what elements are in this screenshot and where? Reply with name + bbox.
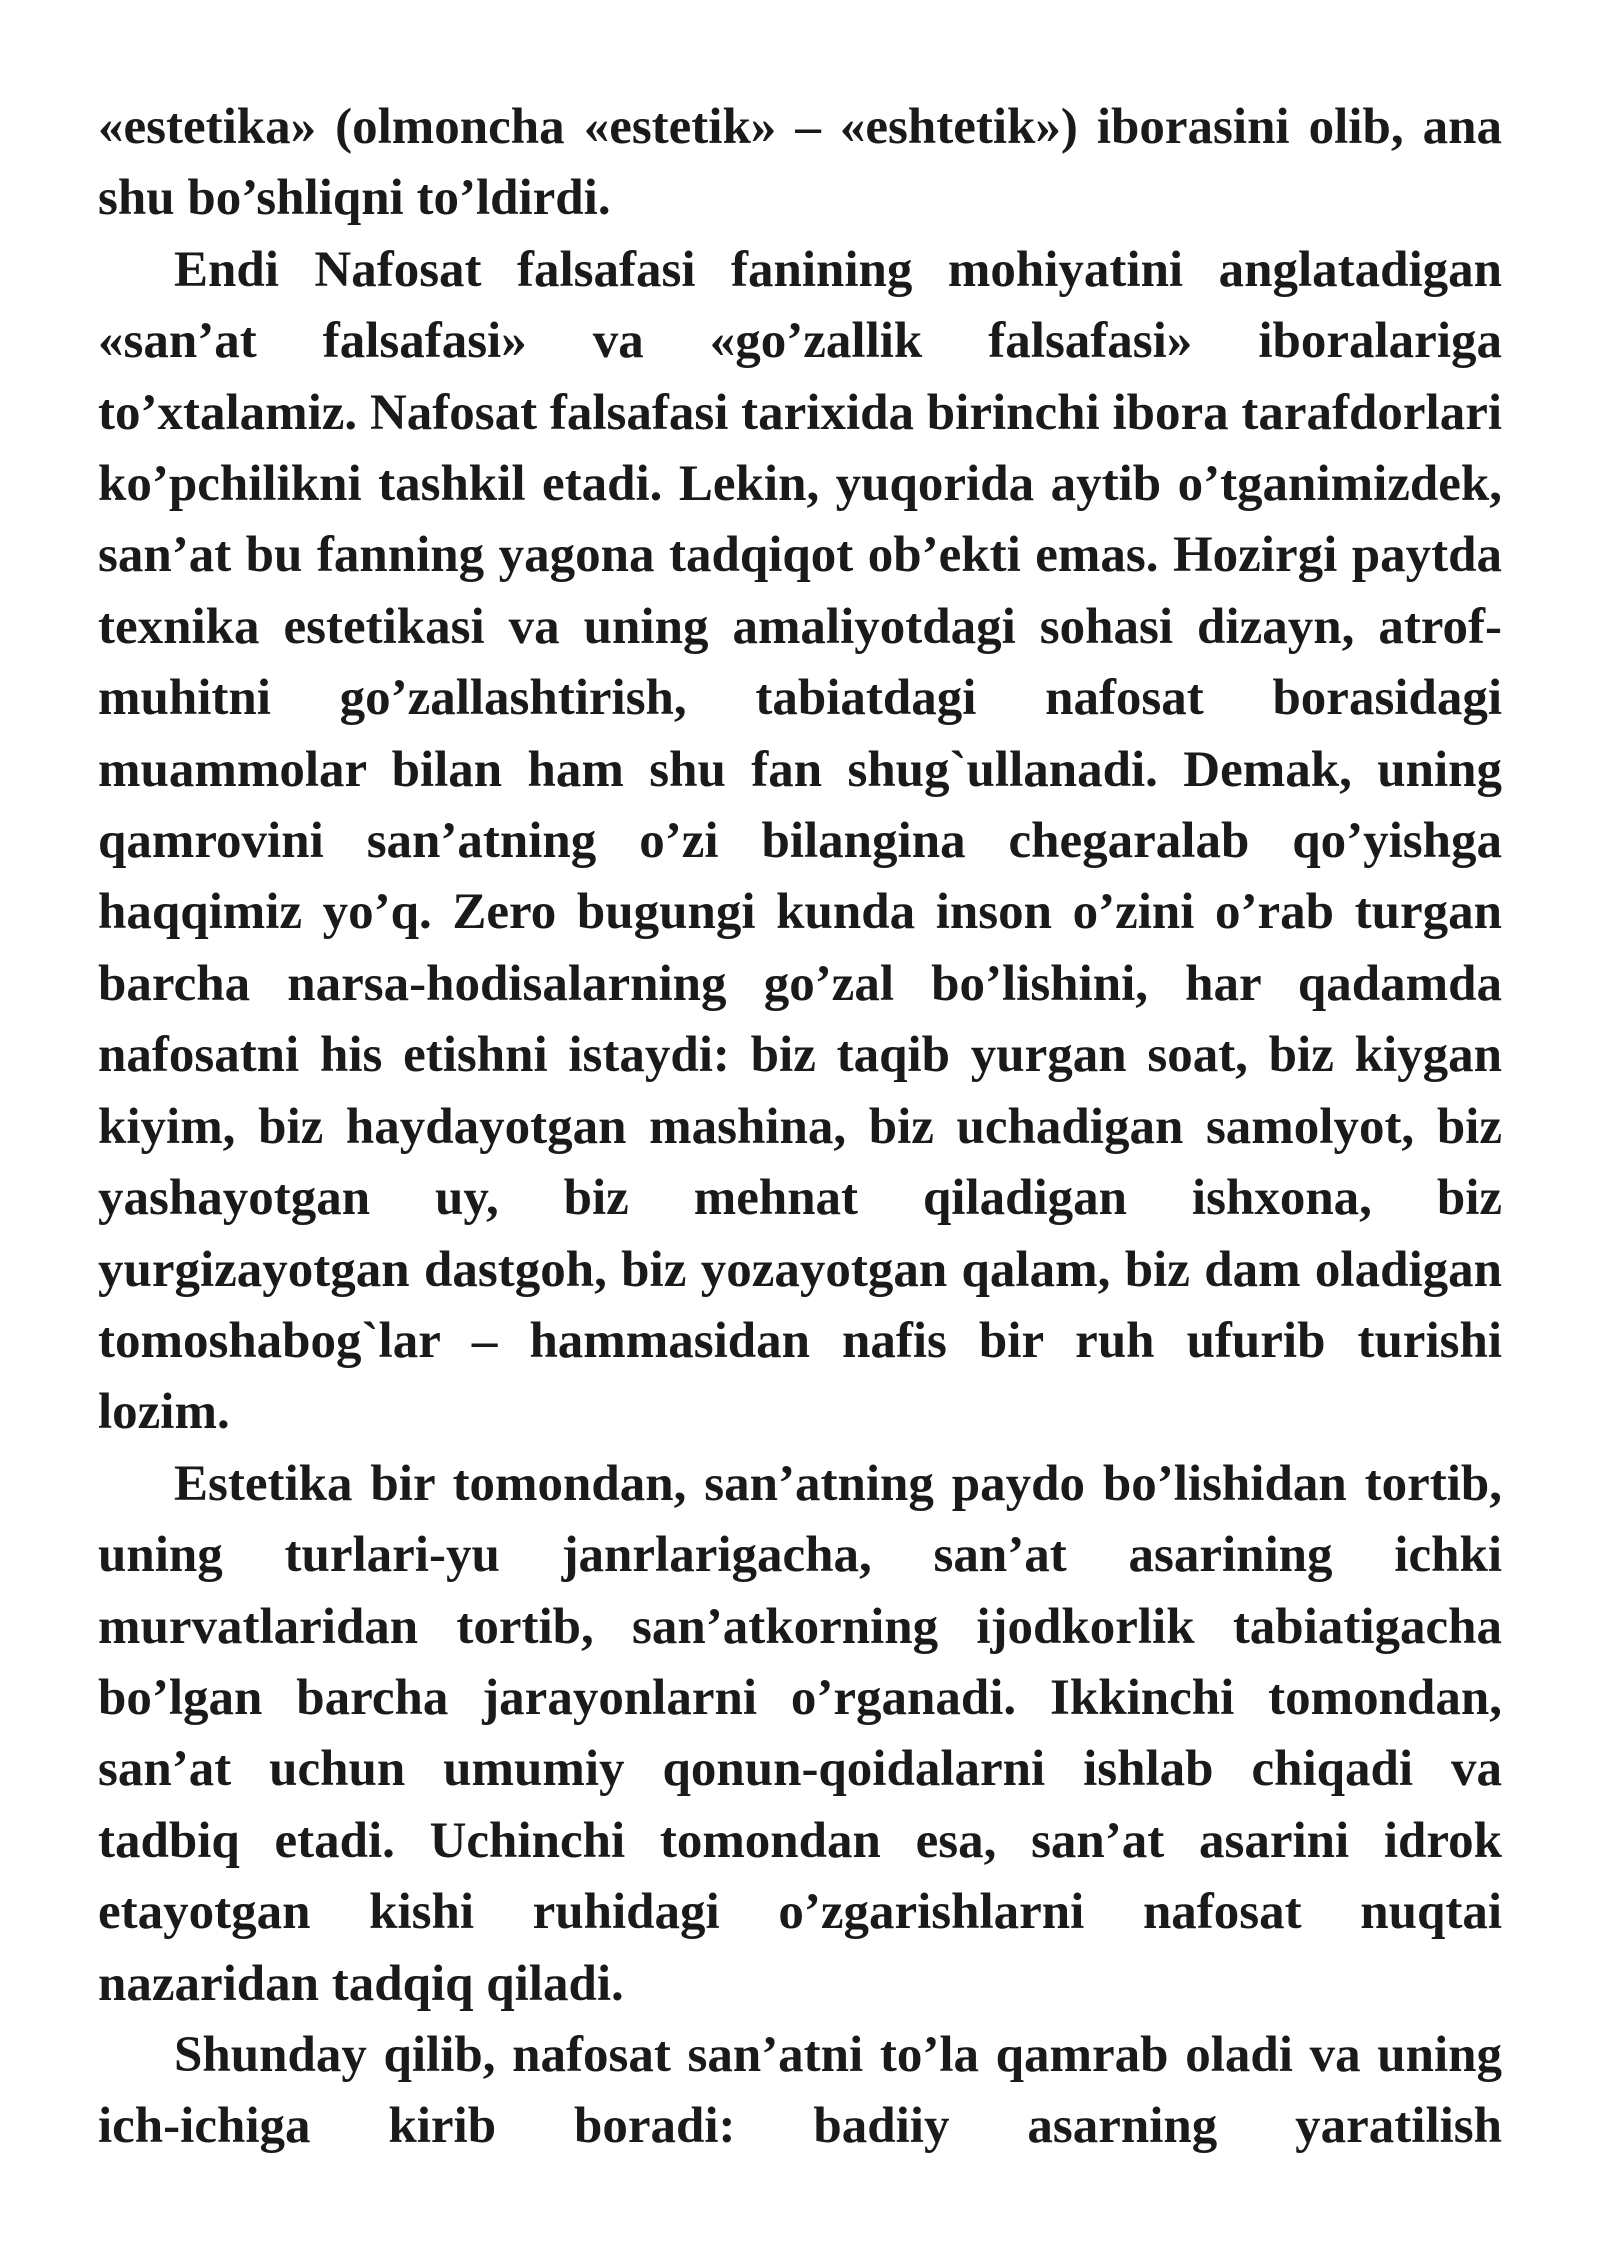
paragraph-conclusion: Shunday qilib, nafosat san’atni to’la qamrab oladi va uning ich-ichiga kirib boradi: badiiy asarning yaratilish	[98, 2026, 1502, 2155]
paragraph-continuation: «estetika» (olmoncha «estetik» – «eshtetik») iborasini olib, ana shu bo’shliqni to’ldirdi.	[98, 99, 1502, 227]
paragraph-aesthetics-functions: Estetika bir tomondan, san’atning paydo bo’lishidan tortib, uning turlari-yu janrlarigacha, san’at asarining ichki murvatlaridan tortib, san’atkorning ijodkorlik tabiatigacha bo’lgan barcha jarayonlarni o’rganadi. Ikkinchi tomondan, san’at uchun umumiy qonun-qoidalarni ishlab chiqadi va tadbiq etadi. Uchinchi tomondan esa, san’at asarini idrok etayotgan kishi ruhidagi o’zgarishlarni nafosat nuqtai nazaridan tadqiq qiladi.	[98, 1455, 1502, 2012]
document-page	[98, 92, 1502, 2163]
paragraph-aesthetics-scope: Endi Nafosat falsafasi fanining mohiyatini anglatadigan «san’at falsafasi» va «go’zallik falsafasi» iboralariga to’xtalamiz. Nafosat falsafasi tarixida birinchi ibora tarafdorlari ko’pchilikni tashkil etadi. Lekin, yuqorida aytib o’tganimizdek, san’at bu fanning yagona tadqiqot ob’ekti emas. Hozirgi paytda texnika estetikasi va uning amaliyotdagi sohasi dizayn, atrof-muhitni go’zallashtirish, tabiatdagi nafosat borasidagi muammolar bilan ham shu fan shug`ullanadi. Demak, uning qamrovini san’atning o’zi bilangina chegaralab qo’yishga haqqimiz yo’q. Zero bugungi kunda inson o’zini o’rab turgan barcha narsa-hodisalarning go’zal bo’lishini, har qadamda nafosatni his etishni istaydi: biz taqib yurgan soat, biz kiygan kiyim, biz haydayotgan mashina, biz uchadigan samolyot, biz yashayotgan uy, biz mehnat qiladigan ishxona, biz yurgizayotgan dastgoh, biz yozayotgan qalam, biz dam oladigan tomoshabog`lar – hammasidan nafis bir ruh ufurib turishi lozim.	[98, 241, 1502, 1441]
